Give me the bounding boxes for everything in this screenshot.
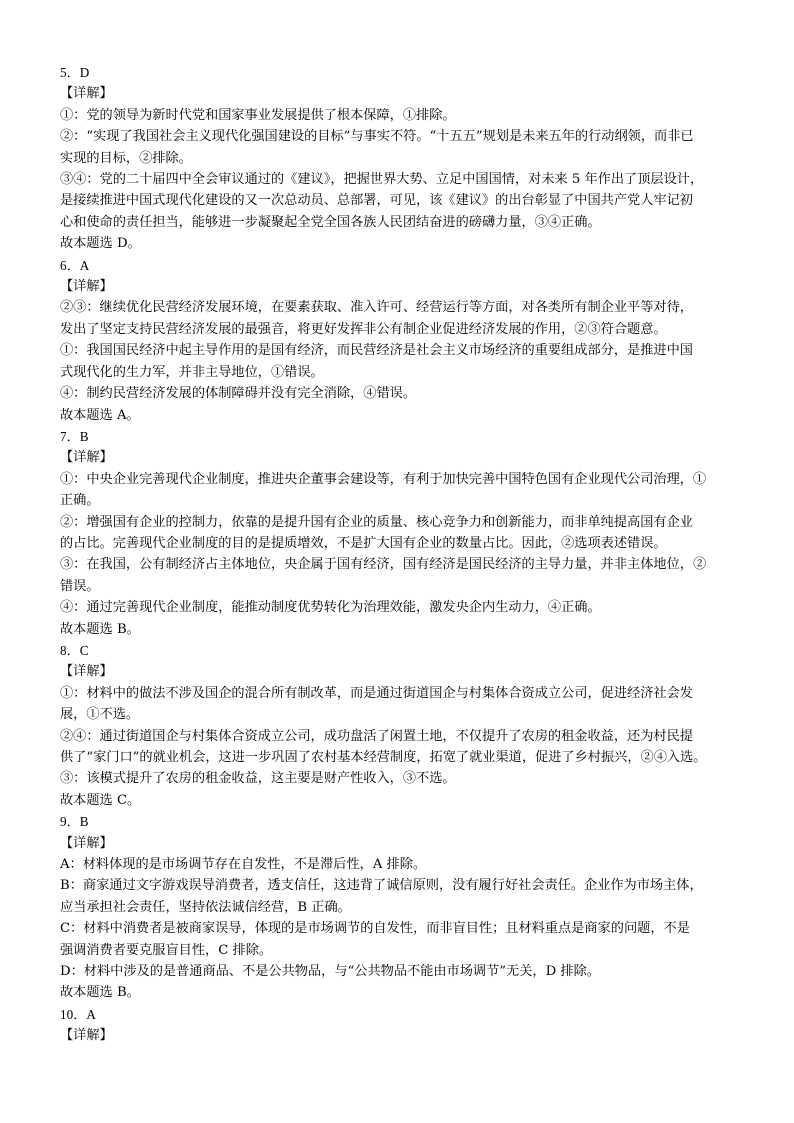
explanation-line: D：材料中涉及的是普通商品、不是公共物品，与“公共物品不能由市场调节”无关，D 排除。 [60, 964, 600, 980]
section-heading: 【详解】 [60, 450, 113, 466]
explanation-line: 正确。 [60, 493, 100, 509]
section-heading: 【详解】 [60, 664, 113, 680]
conclusion-line: 故本题选 B。 [60, 621, 140, 637]
explanation-line: A：材料体现的是市场调节存在自发性，不是滞后性，A 排除。 [60, 857, 427, 873]
conclusion-line: 故本题选 D。 [60, 236, 141, 252]
explanation-line: 实现的目标，②排除。 [60, 150, 192, 166]
explanation-line: ④：制约民营经济发展的体制障碍并没有完全消除，④错误。 [60, 386, 417, 402]
conclusion-line: 故本题选 C。 [60, 792, 141, 808]
section-heading: 【详解】 [60, 1028, 113, 1044]
question-block-6 [60, 255, 756, 426]
explanation-line: 的占比。完善现代企业制度的目的是提质增效，不是扩大国有企业的数量占比。因此，②选项表述错误。 [60, 535, 667, 551]
question-number: 10．A [60, 1006, 96, 1022]
explanation-line: 错误。 [60, 578, 100, 594]
question-block-9 [60, 811, 756, 1004]
explanation-line: ①：中央企业完善现代企业制度，推进央企董事会建设等，有利于加快完善中国特色国有企业现代公司治理，① [60, 471, 707, 487]
explanation-line: ④：通过完善现代企业制度，能推动制度优势转化为治理效能，激发央企内生动力，④正确。 [60, 600, 601, 616]
explanation-line: 应当承担社会责任，坚持依法诚信经营，B 正确。 [60, 899, 351, 915]
section-heading: 【详解】 [60, 279, 113, 295]
explanation-line: ②③：继续优化民营经济发展环境，在要素获取、准入许可、经营运行等方面，对各类所有制企业平等对待， [60, 300, 693, 316]
question-block-8 [60, 640, 756, 811]
question-number: 5．D [60, 65, 90, 80]
explanation-line: C：材料中消费者是被商家误导，体现的是市场调节的自发性，而非盲目性；且材料重点是商家的问题，不是 [60, 921, 690, 937]
explanation-line: 心和使命的责任担当，能够进一步凝聚起全党全国各族人民团结奋进的磅礴力量，③④正确。 [60, 214, 601, 230]
conclusion-line: 故本题选 B。 [60, 985, 140, 1001]
question-number: 7．B [60, 428, 89, 444]
question-number: 8．C [60, 642, 89, 658]
explanation-line: B：商家通过文字游戏误导消费者，透支信任，这违背了诚信原则，没有履行好社会责任。企业作为市场主体， [60, 878, 703, 894]
question-number: 6．A [60, 257, 90, 273]
question-block-10 [60, 1004, 756, 1047]
question-block-5 [60, 62, 756, 255]
explanation-line: ②④：通过街道国企与村集体合资成立公司，成功盘活了闲置土地，不仅提升了农房的租金收益，还为村民提 [60, 728, 693, 744]
explanation-line: ①：我国国民经济中起主导作用的是国有经济，而民营经济是社会主义市场经济的重要组成部分，是推进中国 [60, 343, 693, 359]
explanation-line: 是接续推进中国式现代化建设的又一次总动员、总部署，可见，该《建议》的出台彰显了中国共产党人牢记初 [60, 193, 693, 209]
explanation-line: 供了“家门口”的就业机会，这进一步巩固了农村基本经营制度，拓宽了就业渠道，促进了乡村振兴，②④入选。 [60, 750, 707, 765]
question-number: 9．B [60, 814, 89, 830]
explanation-line: ②：增强国有企业的控制力，依靠的是提升国有企业的质量、核心竞争力和创新能力，而非单纯提高国有企业 [60, 514, 693, 530]
explanation-line: ③：在我国，公有制经济占主体地位，央企属于国有经济，国有经济是国民经济的主导力量，并非主体地位，② [60, 557, 707, 573]
explanation-line: 式现代化的生力军，并非主导地位，①错误。 [60, 364, 324, 380]
answer-explanations [60, 62, 756, 1047]
explanation-line: 强调消费者要克服盲目性，C 排除。 [60, 942, 273, 958]
explanation-line: ③：该模式提升了农房的租金收益，这主要是财产性收入，③不选。 [60, 771, 456, 787]
section-heading: 【详解】 [60, 86, 113, 102]
explanation-line: ①：材料中的做法不涉及国企的混合所有制改革，而是通过街道国企与村集体合资成立公司，促进经济社会发 [60, 685, 693, 701]
explanation-line: 发出了坚定支持民营经济发展的最强音，将更好发挥非公有制企业促进经济发展的作用，②③符合题意。 [60, 321, 667, 337]
explanation-line: ③④：党的二十届四中全会审议通过的《建议》，把握世界大势、立足中国国情，对未来 5 年作出了顶层设计， [60, 172, 704, 188]
section-heading: 【详解】 [60, 835, 113, 851]
conclusion-line: 故本题选 A。 [60, 407, 140, 423]
question-block-7 [60, 426, 756, 640]
explanation-line: 展，①不选。 [60, 707, 140, 723]
explanation-line: ②：“实现了我国社会主义现代化强国建设的目标”与事实不符。“十五五”规划是未来五年的行动纲领，而非已 [60, 129, 694, 145]
explanation-line: ①：党的领导为新时代党和国家事业发展提供了根本保障，①排除。 [60, 107, 456, 123]
